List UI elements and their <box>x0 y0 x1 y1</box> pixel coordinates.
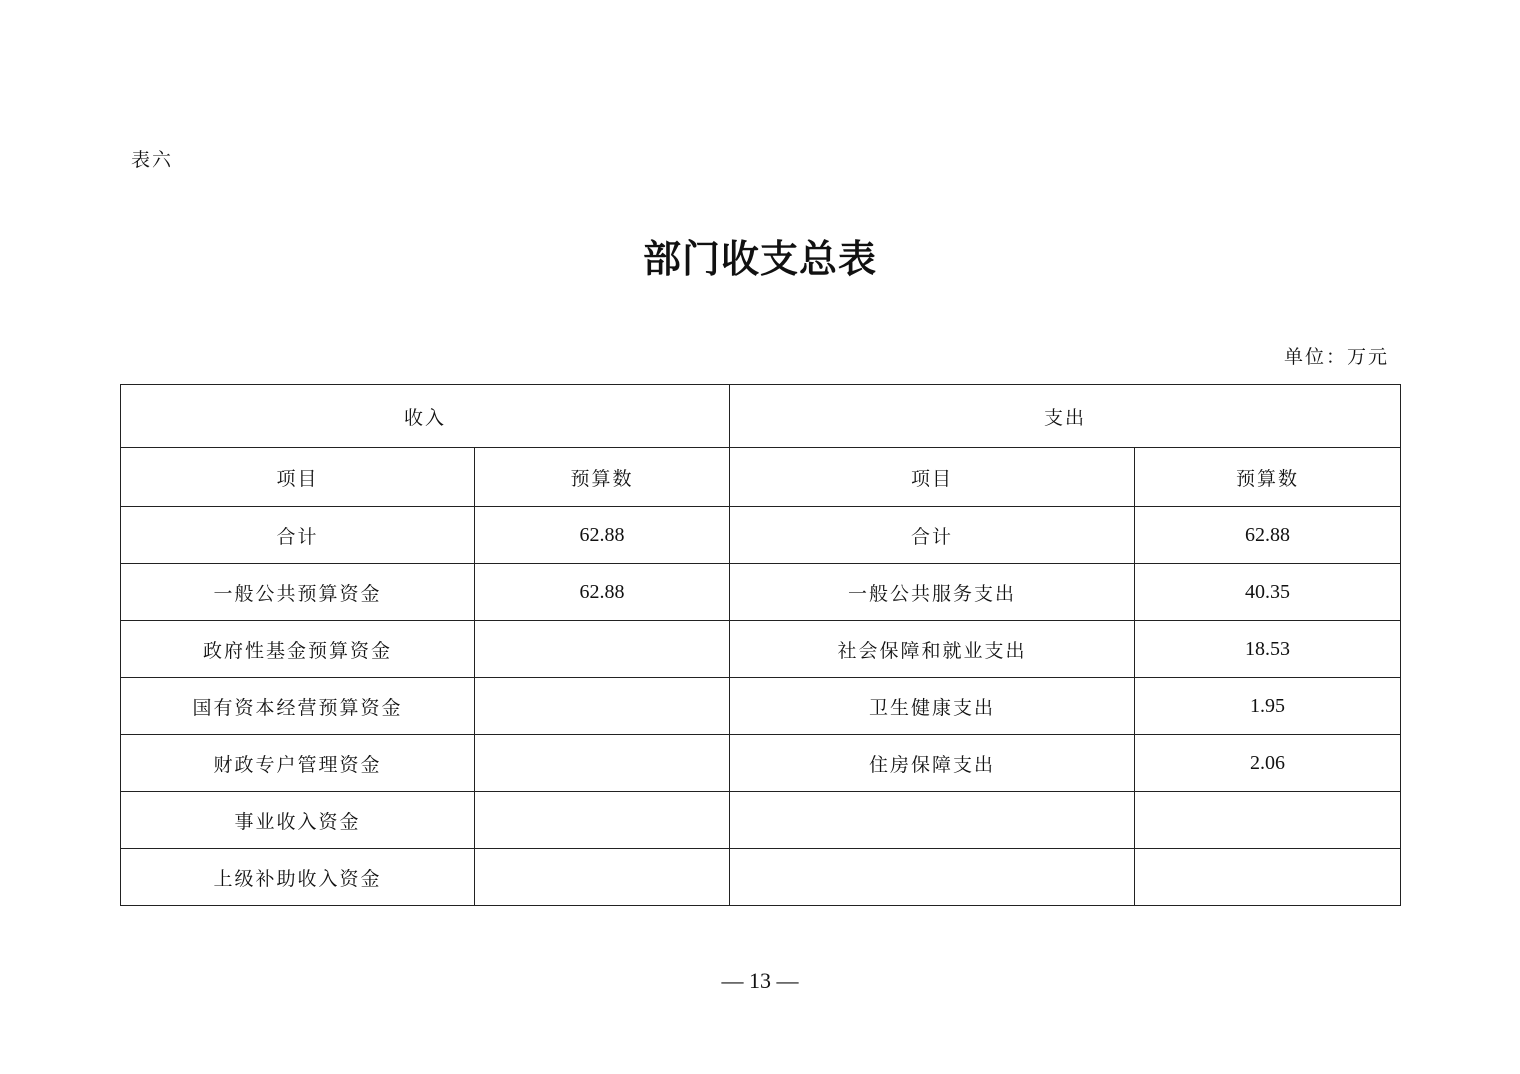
table-row <box>121 792 1401 849</box>
expense-amount-cell: 2.06 <box>1135 735 1401 792</box>
expense-amount-cell: 1.95 <box>1135 678 1401 735</box>
income-item-cell: 国有资本经营预算资金 <box>121 678 475 735</box>
table-row <box>121 678 1401 735</box>
income-item-cell: 财政专户管理资金 <box>121 735 475 792</box>
table-label: 表六 <box>131 149 174 171</box>
expense-budget-header: 预算数 <box>1135 448 1401 507</box>
expense-item-cell: 合计 <box>730 507 1135 564</box>
income-item-cell: 政府性基金预算资金 <box>121 621 475 678</box>
income-amount-cell <box>475 678 730 735</box>
expense-item-cell: 社会保障和就业支出 <box>730 621 1135 678</box>
income-amount-cell <box>475 792 730 849</box>
expense-item-cell: 住房保障支出 <box>730 735 1135 792</box>
budget-summary-table <box>120 384 1401 906</box>
income-item-cell: 一般公共预算资金 <box>121 564 475 621</box>
section-header-row <box>121 385 1401 448</box>
expense-item-cell <box>730 792 1135 849</box>
income-budget-header: 预算数 <box>475 448 730 507</box>
income-amount-cell <box>475 621 730 678</box>
table-row <box>121 735 1401 792</box>
unit-label: 单位：万元 <box>1283 346 1389 368</box>
expense-amount-cell: 18.53 <box>1135 621 1401 678</box>
income-item-cell: 合计 <box>121 507 475 564</box>
expense-item-cell: 卫生健康支出 <box>730 678 1135 735</box>
income-item-cell: 上级补助收入资金 <box>121 849 475 906</box>
table-row <box>121 849 1401 906</box>
expense-section-header: 支出 <box>730 385 1401 448</box>
income-amount-cell <box>475 735 730 792</box>
income-item-cell: 事业收入资金 <box>121 792 475 849</box>
expense-amount-cell: 62.88 <box>1135 507 1401 564</box>
expense-amount-cell <box>1135 792 1401 849</box>
expense-item-cell <box>730 849 1135 906</box>
income-amount-cell: 62.88 <box>475 507 730 564</box>
expense-amount-cell: 40.35 <box>1135 564 1401 621</box>
column-header-row <box>121 448 1401 507</box>
page-number: — 13 — <box>721 968 799 993</box>
table-row <box>121 564 1401 621</box>
expense-item-header: 项目 <box>730 448 1135 507</box>
table-row <box>121 621 1401 678</box>
table-row <box>121 507 1401 564</box>
income-amount-cell: 62.88 <box>475 564 730 621</box>
document-title: 部门收支总表 <box>642 236 877 281</box>
income-item-header: 项目 <box>121 448 475 507</box>
income-section-header: 收入 <box>121 385 730 448</box>
expense-amount-cell <box>1135 849 1401 906</box>
expense-item-cell: 一般公共服务支出 <box>730 564 1135 621</box>
income-amount-cell <box>475 849 730 906</box>
